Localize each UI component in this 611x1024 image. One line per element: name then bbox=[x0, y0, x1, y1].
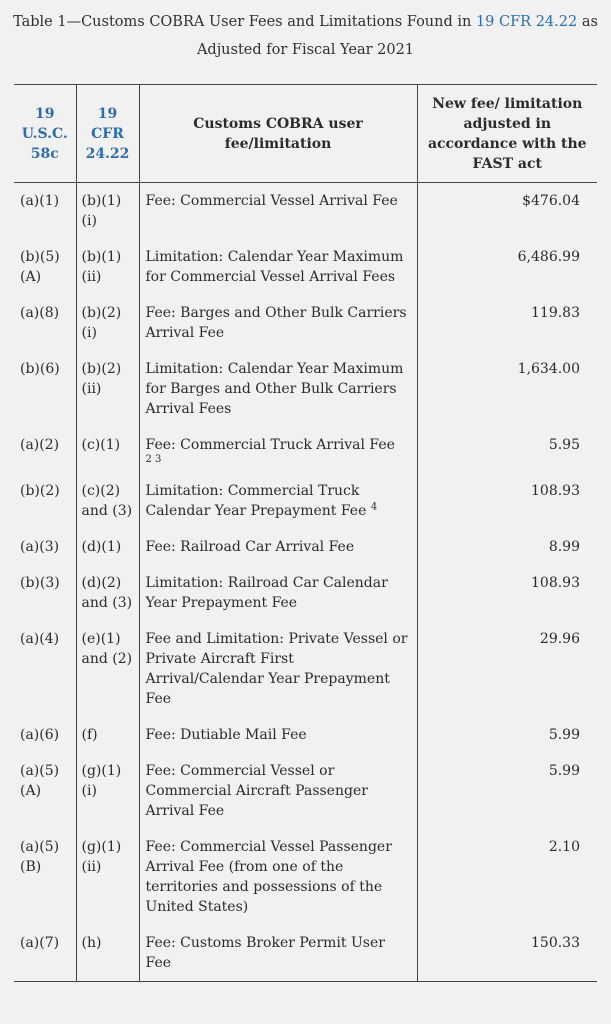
table-row bbox=[14, 529, 597, 565]
cell-description: Fee: Barges and Other Bulk Carriers Arrival Fee bbox=[139, 295, 417, 351]
footnote-marker: 4 bbox=[370, 501, 378, 513]
cell-cfr: (d)(2) and (3) bbox=[76, 565, 139, 621]
cell-description: Fee: Railroad Car Arrival Fee bbox=[139, 529, 417, 565]
cell-cfr: (d)(1) bbox=[76, 529, 139, 565]
cell-amount: 5.99 bbox=[417, 717, 597, 753]
cell-description: Limitation: Commercial Truck Calendar Year Prepayment Fee $^4$ bbox=[139, 473, 417, 529]
caption-prefix: Table 1—Customs COBRA User Fees and Limitations Found in bbox=[13, 14, 476, 30]
table-row bbox=[14, 565, 597, 621]
cell-description: Limitation: Calendar Year Maximum for Commercial Vessel Arrival Fees bbox=[139, 239, 417, 295]
cell-cfr: (c)(1) bbox=[76, 427, 139, 473]
cell-usc: (a)(3) bbox=[20, 539, 60, 555]
table-row bbox=[14, 925, 597, 982]
cell-cfr: (g)(1) (ii) bbox=[76, 829, 139, 925]
cell-cfr: (b)(1) (i) bbox=[76, 183, 139, 240]
cell-description: Fee: Commercial Truck Arrival Fee 2 3 bbox=[139, 427, 417, 473]
cell-usc: (a)(8) bbox=[20, 305, 60, 321]
cell-cfr: (h) bbox=[76, 925, 139, 982]
cell-description: Fee: Customs Broker Permit User Fee bbox=[139, 925, 417, 982]
table-row bbox=[14, 427, 597, 473]
cell-cfr: (c)(2) and (3) bbox=[76, 473, 139, 529]
header-cfr[interactable]: 19 CFR 24.22 bbox=[76, 85, 139, 183]
table-row bbox=[14, 239, 597, 295]
cell-amount: 29.96 bbox=[417, 621, 597, 717]
table-caption bbox=[0, 8, 611, 64]
cell-description: Fee and Limitation: Private Vessel or Private Aircraft First Arrival/Calendar Year Prepayment Fee bbox=[139, 621, 417, 717]
cell-description: Limitation: Calendar Year Maximum for Barges and Other Bulk Carriers Arrival Fees bbox=[139, 351, 417, 427]
header-row bbox=[14, 85, 597, 183]
cell-usc: (a)(7) bbox=[14, 925, 76, 982]
table-row bbox=[14, 183, 597, 240]
cell-amount: 108.93 bbox=[417, 473, 597, 529]
cell-usc: (a)(1) bbox=[20, 193, 60, 209]
cell-description: Limitation: Railroad Car Calendar Year Prepayment Fee bbox=[139, 565, 417, 621]
cell-usc: (a)(2) bbox=[20, 437, 60, 453]
cell-usc: (b)(3) bbox=[20, 575, 60, 591]
cell-amount: 2.10 bbox=[417, 829, 597, 925]
cell-amount: 108.93 bbox=[417, 565, 597, 621]
table-row bbox=[14, 295, 597, 351]
cell-cfr: (b)(2) (ii) bbox=[76, 351, 139, 427]
cell-amount: 1,634.00 bbox=[417, 351, 597, 427]
cell-amount: 150.33 bbox=[417, 925, 597, 982]
table-row bbox=[14, 351, 597, 427]
cell-description: Fee: Commercial Vessel or Commercial Aircraft Passenger Arrival Fee bbox=[139, 753, 417, 829]
table-row bbox=[14, 717, 597, 753]
cell-cfr: (b)(1) (ii) bbox=[76, 239, 139, 295]
header-usc[interactable]: 19 U.S.C. 58c bbox=[14, 85, 76, 183]
cell-amount: 8.99 bbox=[417, 529, 597, 565]
cell-usc: (b)(5) (A) bbox=[20, 249, 60, 285]
header-description: Customs COBRA user fee/limitation bbox=[139, 85, 417, 183]
fees-table bbox=[14, 84, 597, 982]
cell-usc: (a)(5) (A) bbox=[20, 763, 60, 799]
cell-cfr: (g)(1) (i) bbox=[76, 753, 139, 829]
cfr-link[interactable]: 19 CFR 24.22 bbox=[475, 14, 578, 30]
cell-cfr: (f) bbox=[76, 717, 139, 753]
footnote-marker: 2 3 bbox=[145, 454, 162, 465]
cell-amount: 119.83 bbox=[417, 295, 597, 351]
cell-description: Fee: Commercial Vessel Passenger Arrival Fee (from one of the territories and possessions of the United States) bbox=[139, 829, 417, 925]
cell-amount: $476.04 bbox=[417, 183, 597, 240]
cell-usc: (a)(5) (B) bbox=[20, 839, 60, 875]
cell-usc: (b)(2) bbox=[20, 483, 60, 499]
cell-amount: 5.99 bbox=[417, 753, 597, 829]
cell-usc: (a)(4) bbox=[20, 631, 60, 647]
table-row bbox=[14, 473, 597, 529]
cell-usc: (a)(6) bbox=[20, 727, 60, 743]
table-row bbox=[14, 753, 597, 829]
cell-amount: 5.95 bbox=[417, 427, 597, 473]
caption-suffix: as Adjusted for Fiscal Year 2021 bbox=[196, 14, 598, 58]
header-amount: New fee/ limitation adjusted in accordance with the FAST act bbox=[417, 85, 597, 183]
cell-cfr: (e)(1) and (2) bbox=[76, 621, 139, 717]
cell-amount: 6,486.99 bbox=[417, 239, 597, 295]
cell-usc: (b)(6) bbox=[20, 361, 60, 377]
table-row bbox=[14, 621, 597, 717]
cell-description: Fee: Dutiable Mail Fee bbox=[139, 717, 417, 753]
cell-description: Fee: Commercial Vessel Arrival Fee bbox=[139, 183, 417, 240]
cell-cfr: (b)(2) (i) bbox=[76, 295, 139, 351]
table-row bbox=[14, 829, 597, 925]
